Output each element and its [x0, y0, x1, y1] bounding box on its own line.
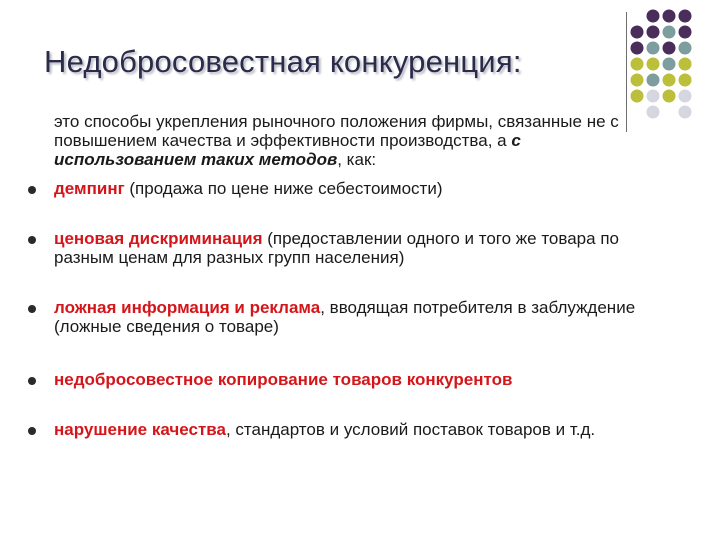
list-item-text: [54, 370, 654, 389]
intro-part-1: это способы укрепления рыночного положения фирмы, связанные не с повышением качества и эффективности производства, а: [54, 112, 619, 150]
item-rest: (предоставлении одного и того же товара по разным ценам для разных групп населения): [54, 229, 619, 267]
decorative-dot: [631, 74, 644, 87]
intro-emphasis: с использованием таких методов: [54, 131, 521, 169]
bullet-icon: [28, 305, 36, 313]
decorative-dot: [631, 42, 644, 55]
decorative-dot: [647, 26, 660, 39]
intro-part-2: , как:: [337, 150, 377, 169]
decorative-dot: [679, 10, 692, 23]
decorative-dot: [663, 74, 676, 87]
decorative-dot: [647, 74, 660, 87]
bullet-icon: [28, 236, 36, 244]
list-item-text: [54, 298, 654, 336]
item-highlight: ценовая дискриминация: [54, 229, 263, 248]
decorative-dot: [631, 26, 644, 39]
bullet-icon: [28, 186, 36, 194]
decorative-dot: [663, 10, 676, 23]
slide-title: Недобросовестная конкуренция:: [44, 44, 522, 79]
decorative-dot: [679, 26, 692, 39]
decorative-dot: [647, 42, 660, 55]
bullet-icon: [28, 377, 36, 385]
decorative-dot: [679, 42, 692, 55]
decorative-dot: [679, 106, 692, 119]
decorative-dot: [663, 90, 676, 103]
decorative-dot: [663, 26, 676, 39]
intro-text: [54, 112, 664, 169]
decorative-dot: [663, 58, 676, 71]
decorative-dot: [679, 90, 692, 103]
list-item-text: [54, 179, 654, 198]
item-rest: (продажа по цене ниже себестоимости): [124, 179, 443, 198]
item-highlight: ложная информация и реклама: [54, 298, 321, 317]
decorative-dot: [631, 58, 644, 71]
list-item-text: [54, 420, 654, 439]
item-rest: , вводящая потребителя в заблуждение (ложные сведения о товаре): [54, 298, 636, 336]
decorative-dot: [679, 74, 692, 87]
bullet-icon: [28, 427, 36, 435]
decorative-dot: [631, 90, 644, 103]
decorative-dot: [647, 90, 660, 103]
list-item-text: [54, 229, 654, 267]
decorative-dot: [647, 10, 660, 23]
item-highlight: демпинг: [54, 179, 125, 198]
item-rest: , стандартов и условий поставок товаров и т.д.: [225, 420, 596, 439]
item-highlight: недобросовестное копирование товаров конкурентов: [54, 370, 513, 389]
decorative-dot: [679, 58, 692, 71]
decorative-dot: [663, 42, 676, 55]
item-highlight: нарушение качества: [54, 420, 226, 439]
decorative-dot: [647, 58, 660, 71]
